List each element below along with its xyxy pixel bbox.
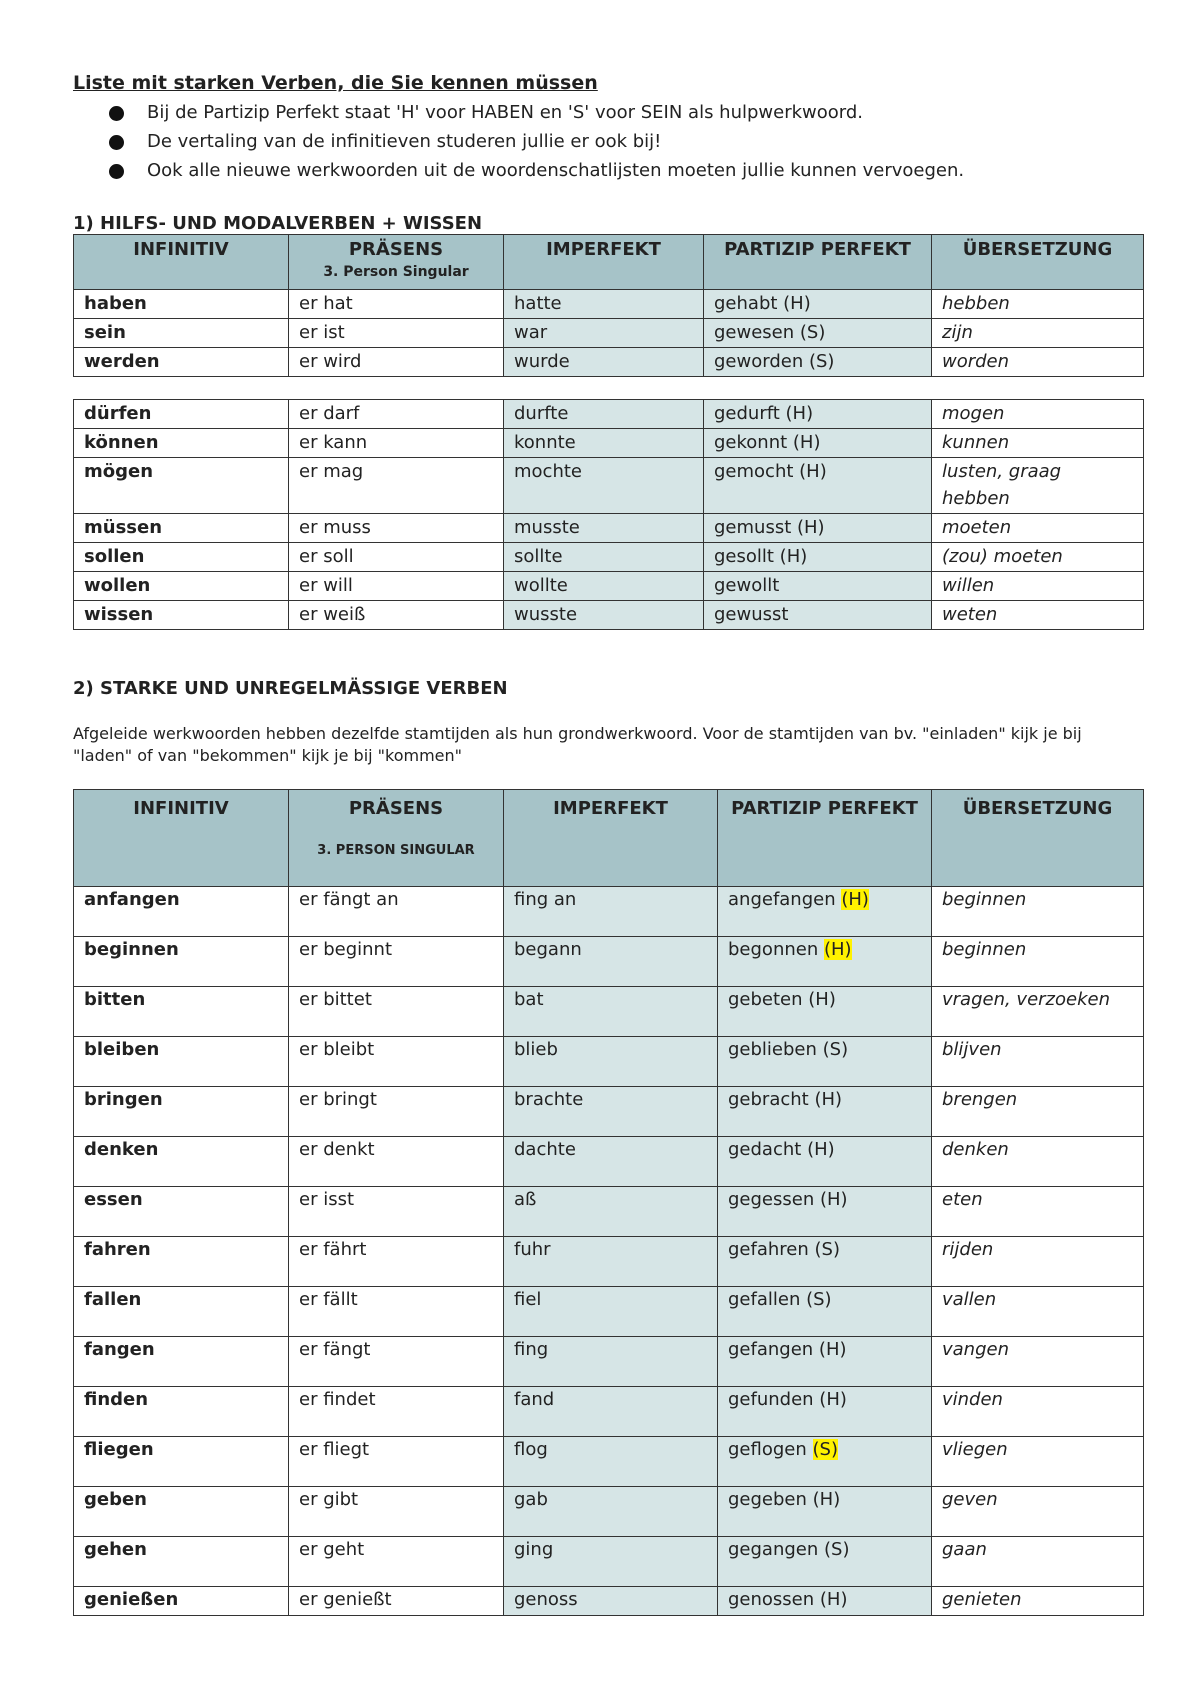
partizip-value: genossen <box>728 1589 815 1610</box>
cell-ubersetzung: vangen <box>932 1337 1144 1387</box>
cell-prasens: er muss <box>289 514 504 543</box>
cell-infinitiv: haben <box>74 290 289 319</box>
cell-infinitiv: bleiben <box>74 1037 289 1087</box>
section2-title: 2) STARKE UND UNREGELMÄSSIGE VERBEN <box>73 678 508 699</box>
auxiliary-marker: (H) <box>819 1389 847 1410</box>
table-row <box>74 400 1144 429</box>
header-prasens-sub: 3. PERSON SINGULAR <box>317 843 475 858</box>
modal-verbs-table-2 <box>73 399 1144 630</box>
table-row <box>74 1237 1144 1287</box>
cell-ubersetzung: vallen <box>932 1287 1144 1337</box>
cell-partizip <box>718 1487 932 1537</box>
cell-infinitiv: geben <box>74 1487 289 1537</box>
cell-prasens: er wird <box>289 348 504 377</box>
cell-partizip <box>718 1387 932 1437</box>
partizip-value: gedacht <box>728 1139 802 1160</box>
table-row <box>74 1537 1144 1587</box>
table-row <box>74 1137 1144 1187</box>
header-prasens-sub: 3. Person Singular <box>323 264 469 280</box>
cell-ubersetzung: vragen, verzoeken <box>932 987 1144 1037</box>
cell-infinitiv: fahren <box>74 1237 289 1287</box>
partizip-value: begonnen <box>728 939 819 960</box>
cell-ubersetzung: eten <box>932 1187 1144 1237</box>
cell-infinitiv: anfangen <box>74 887 289 937</box>
cell-partizip <box>718 937 932 987</box>
header-infinitiv: INFINITIV <box>74 235 289 290</box>
cell-imperfekt: mochte <box>504 458 704 514</box>
cell-partizip: gemusst (H) <box>704 514 932 543</box>
auxiliary-marker: (H) <box>812 1489 841 1510</box>
partizip-value: gefunden <box>728 1389 814 1410</box>
cell-ubersetzung: denken <box>932 1137 1144 1187</box>
cell-infinitiv: bitten <box>74 987 289 1037</box>
cell-infinitiv: sollen <box>74 543 289 572</box>
cell-partizip <box>718 1037 932 1087</box>
cell-ubersetzung: hebben <box>932 290 1144 319</box>
cell-partizip: gewesen (S) <box>704 319 932 348</box>
document-page <box>73 72 1143 1616</box>
table-row <box>74 290 1144 319</box>
cell-imperfekt: bat <box>504 987 718 1037</box>
cell-partizip <box>718 1137 932 1187</box>
cell-infinitiv: genießen <box>74 1587 289 1616</box>
cell-infinitiv: mögen <box>74 458 289 514</box>
cell-infinitiv: fliegen <box>74 1437 289 1487</box>
partizip-value: geblieben <box>728 1039 817 1060</box>
cell-infinitiv: denken <box>74 1137 289 1187</box>
cell-imperfekt: brachte <box>504 1087 718 1137</box>
strong-verbs-table <box>73 789 1144 1616</box>
table-row <box>74 458 1144 514</box>
cell-ubersetzung: (zou) moeten <box>932 543 1144 572</box>
auxiliary-marker: (H) <box>807 1139 835 1160</box>
partizip-value: gegangen <box>728 1539 819 1560</box>
table-row <box>74 1187 1144 1237</box>
cell-prasens: er fährt <box>289 1237 504 1287</box>
header-partizip: PARTIZIP PERFEKT <box>704 235 932 290</box>
cell-imperfekt: fand <box>504 1387 718 1437</box>
cell-partizip: gekonnt (H) <box>704 429 932 458</box>
cell-imperfekt: blieb <box>504 1037 718 1087</box>
cell-prasens: er soll <box>289 543 504 572</box>
table-row <box>74 1437 1144 1487</box>
bullet-icon <box>109 135 124 150</box>
cell-prasens: er bringt <box>289 1087 504 1137</box>
auxiliary-marker: (H) <box>841 889 869 910</box>
table-row <box>74 1587 1144 1616</box>
cell-prasens: er denkt <box>289 1137 504 1187</box>
cell-prasens: er hat <box>289 290 504 319</box>
cell-imperfekt: fiel <box>504 1287 718 1337</box>
table-row <box>74 319 1144 348</box>
bullet-icon <box>109 106 124 121</box>
header-partizip: PARTIZIP PERFEKT <box>718 790 932 887</box>
auxiliary-marker: (H) <box>819 1589 848 1610</box>
auxiliary-marker: (H) <box>808 989 836 1010</box>
partizip-value: angefangen <box>728 889 836 910</box>
cell-ubersetzung: worden <box>932 348 1144 377</box>
cell-imperfekt: genoss <box>504 1587 718 1616</box>
cell-partizip <box>718 1537 932 1587</box>
table-row <box>74 1287 1144 1337</box>
cell-prasens: er isst <box>289 1187 504 1237</box>
cell-partizip: geworden (S) <box>704 348 932 377</box>
header-ubersetzung: ÜBERSETZUNG <box>932 235 1144 290</box>
cell-infinitiv: wissen <box>74 601 289 630</box>
table-row <box>74 429 1144 458</box>
cell-infinitiv: dürfen <box>74 400 289 429</box>
cell-ubersetzung: mogen <box>932 400 1144 429</box>
auxiliary-marker: (H) <box>818 1339 847 1360</box>
cell-ubersetzung: geven <box>932 1487 1144 1537</box>
cell-partizip <box>718 1337 932 1387</box>
cell-infinitiv: finden <box>74 1387 289 1437</box>
cell-prasens: er kann <box>289 429 504 458</box>
cell-imperfekt: konnte <box>504 429 704 458</box>
cell-prasens: er fängt <box>289 1337 504 1387</box>
cell-partizip <box>718 887 932 937</box>
table-header-row <box>74 235 1144 290</box>
header-ubersetzung: ÜBERSETZUNG <box>932 790 1144 887</box>
table-row <box>74 1487 1144 1537</box>
cell-partizip: gewollt <box>704 572 932 601</box>
cell-ubersetzung: genieten <box>932 1587 1144 1616</box>
partizip-value: gefallen <box>728 1289 801 1310</box>
instruction-item: Ook alle nieuwe werkwoorden uit de woordenschatlijsten moeten jullie kunnen vervoegen. <box>109 156 1143 185</box>
table-row <box>74 1087 1144 1137</box>
partizip-value: gegeben <box>728 1489 807 1510</box>
cell-partizip <box>718 987 932 1037</box>
cell-prasens: er mag <box>289 458 504 514</box>
cell-infinitiv: müssen <box>74 514 289 543</box>
cell-ubersetzung: beginnen <box>932 887 1144 937</box>
header-imperfekt: IMPERFEKT <box>504 235 704 290</box>
cell-ubersetzung: brengen <box>932 1087 1144 1137</box>
cell-infinitiv: werden <box>74 348 289 377</box>
header-imperfekt: IMPERFEKT <box>504 790 718 887</box>
table-row <box>74 572 1144 601</box>
cell-ubersetzung: blijven <box>932 1037 1144 1087</box>
cell-ubersetzung: willen <box>932 572 1144 601</box>
cell-prasens: er findet <box>289 1387 504 1437</box>
table-row <box>74 1037 1144 1087</box>
cell-imperfekt: durfte <box>504 400 704 429</box>
cell-prasens: er gibt <box>289 1487 504 1537</box>
cell-imperfekt: flog <box>504 1437 718 1487</box>
cell-partizip <box>718 1187 932 1237</box>
cell-partizip <box>718 1237 932 1287</box>
cell-ubersetzung: vliegen <box>932 1437 1144 1487</box>
table-row <box>74 348 1144 377</box>
cell-imperfekt: gab <box>504 1487 718 1537</box>
section2-note: Afgeleide werkwoorden hebben dezelfde stamtijden als hun grondwerkwoord. Voor de stamtijden van bv. "einladen" kijk je bij "laden" of van "bekommen" kijk je bij "kommen" <box>73 724 1082 765</box>
instruction-item: De vertaling van de infinitieven studeren jullie er ook bij! <box>109 127 1143 156</box>
document-title: Liste mit starken Verben, die Sie kennen müssen <box>73 72 598 94</box>
auxiliary-marker: (S) <box>806 1289 832 1310</box>
cell-infinitiv: gehen <box>74 1537 289 1587</box>
cell-prasens: er fällt <box>289 1287 504 1337</box>
cell-imperfekt: fing an <box>504 887 718 937</box>
auxiliary-marker: (H) <box>814 1089 843 1110</box>
cell-imperfekt: war <box>504 319 704 348</box>
partizip-value: gefahren <box>728 1239 809 1260</box>
table-row <box>74 887 1144 937</box>
cell-infinitiv: sein <box>74 319 289 348</box>
cell-ubersetzung: gaan <box>932 1537 1144 1587</box>
modal-verbs-table <box>73 234 1144 377</box>
cell-ubersetzung: beginnen <box>932 937 1144 987</box>
partizip-value: geflogen <box>728 1439 807 1460</box>
cell-ubersetzung: lusten, graag hebben <box>932 458 1144 514</box>
auxiliary-marker: (H) <box>819 1189 848 1210</box>
cell-imperfekt: musste <box>504 514 704 543</box>
cell-partizip: gedurft (H) <box>704 400 932 429</box>
table-row <box>74 1337 1144 1387</box>
table-row <box>74 601 1144 630</box>
header-prasens: PRÄSENS 3. Person Singular <box>289 235 504 290</box>
cell-imperfekt: dachte <box>504 1137 718 1187</box>
cell-partizip: gewusst <box>704 601 932 630</box>
cell-imperfekt: aß <box>504 1187 718 1237</box>
partizip-value: gebeten <box>728 989 803 1010</box>
cell-ubersetzung: moeten <box>932 514 1144 543</box>
cell-prasens: er bittet <box>289 987 504 1037</box>
cell-prasens: er will <box>289 572 504 601</box>
cell-partizip: gemocht (H) <box>704 458 932 514</box>
partizip-value: gegessen <box>728 1189 815 1210</box>
cell-infinitiv: können <box>74 429 289 458</box>
cell-ubersetzung: vinden <box>932 1387 1144 1437</box>
cell-prasens: er geht <box>289 1537 504 1587</box>
auxiliary-marker: (S) <box>822 1039 849 1060</box>
cell-infinitiv: fallen <box>74 1287 289 1337</box>
cell-ubersetzung: rijden <box>932 1237 1144 1287</box>
cell-prasens: er bleibt <box>289 1037 504 1087</box>
header-prasens: PRÄSENS 3. PERSON SINGULAR <box>289 790 504 887</box>
cell-prasens: er ist <box>289 319 504 348</box>
auxiliary-marker: (S) <box>824 1539 850 1560</box>
cell-prasens: er darf <box>289 400 504 429</box>
cell-partizip <box>718 1587 932 1616</box>
cell-infinitiv: wollen <box>74 572 289 601</box>
cell-imperfekt: fing <box>504 1337 718 1387</box>
cell-infinitiv: beginnen <box>74 937 289 987</box>
cell-imperfekt: wusste <box>504 601 704 630</box>
cell-partizip <box>718 1087 932 1137</box>
cell-ubersetzung: weten <box>932 601 1144 630</box>
cell-prasens: er fliegt <box>289 1437 504 1487</box>
table-row <box>74 514 1144 543</box>
auxiliary-marker: (S) <box>814 1239 840 1260</box>
table-row <box>74 1387 1144 1437</box>
auxiliary-marker: (H) <box>823 939 852 960</box>
cell-imperfekt: begann <box>504 937 718 987</box>
table-header-row <box>74 790 1144 887</box>
table-row <box>74 987 1144 1037</box>
cell-imperfekt: wurde <box>504 348 704 377</box>
cell-imperfekt: ging <box>504 1537 718 1587</box>
cell-imperfekt: sollte <box>504 543 704 572</box>
cell-partizip: gesollt (H) <box>704 543 932 572</box>
section1-title: 1) HILFS- UND MODALVERBEN + WISSEN <box>73 213 483 234</box>
cell-prasens: er beginnt <box>289 937 504 987</box>
cell-imperfekt: fuhr <box>504 1237 718 1287</box>
auxiliary-marker: (S) <box>812 1439 838 1460</box>
cell-infinitiv: bringen <box>74 1087 289 1137</box>
cell-ubersetzung: zijn <box>932 319 1144 348</box>
cell-infinitiv: essen <box>74 1187 289 1237</box>
cell-imperfekt: wollte <box>504 572 704 601</box>
cell-partizip: gehabt (H) <box>704 290 932 319</box>
bullet-icon <box>109 164 124 179</box>
table-row <box>74 937 1144 987</box>
header-infinitiv: INFINITIV <box>74 790 289 887</box>
cell-partizip <box>718 1287 932 1337</box>
partizip-value: gebracht <box>728 1089 809 1110</box>
cell-partizip <box>718 1437 932 1487</box>
table-row <box>74 543 1144 572</box>
instruction-item: Bij de Partizip Perfekt staat 'H' voor HABEN en 'S' voor SEIN als hulpwerkwoord. <box>109 98 1143 127</box>
instruction-list <box>73 98 1143 185</box>
cell-prasens: er fängt an <box>289 887 504 937</box>
cell-infinitiv: fangen <box>74 1337 289 1387</box>
cell-ubersetzung: kunnen <box>932 429 1144 458</box>
cell-prasens: er weiß <box>289 601 504 630</box>
cell-imperfekt: hatte <box>504 290 704 319</box>
cell-prasens: er genießt <box>289 1587 504 1616</box>
partizip-value: gefangen <box>728 1339 814 1360</box>
